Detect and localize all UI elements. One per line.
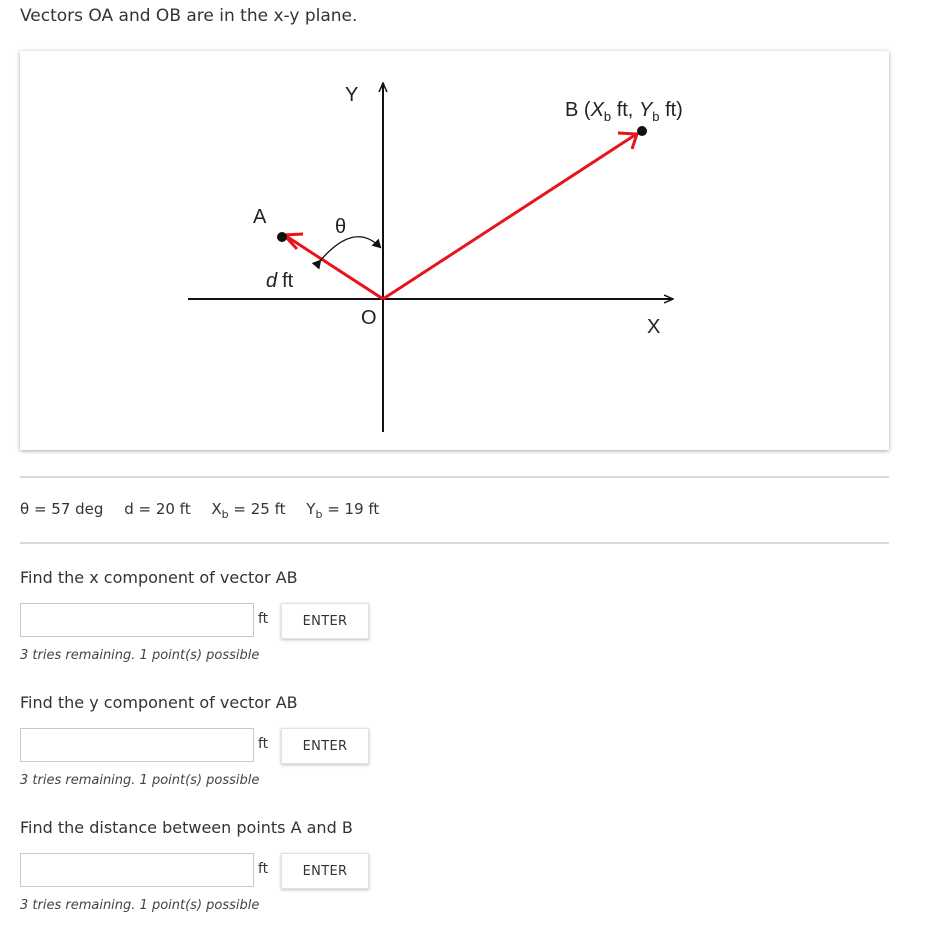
point-b-y-var: Y [638, 99, 653, 121]
point-b-label [565, 99, 683, 124]
vector-diagram [20, 51, 889, 450]
question-2-answer-input[interactable] [20, 728, 254, 762]
vector-ob [383, 135, 635, 299]
question-3-enter-button[interactable]: ENTER [281, 853, 369, 889]
question-3-unit: ft [258, 861, 269, 877]
given-theta: θ = 57 deg [20, 500, 104, 518]
vector-oa [286, 236, 383, 299]
point-a [277, 232, 287, 242]
divider-top [20, 476, 889, 478]
given-yb-val: = 19 ft [322, 500, 380, 518]
given-d: d = 20 ft [124, 500, 191, 518]
point-a-label: A [253, 206, 267, 228]
given-xb [211, 500, 286, 521]
question-2-unit: ft [258, 736, 269, 752]
theta-label: θ [335, 216, 347, 238]
x-axis-label: X [647, 316, 661, 338]
question-2-prompt: Find the y component of vector AB [20, 693, 298, 712]
question-1-unit: ft [258, 611, 269, 627]
y-axis-label: Y [345, 84, 359, 106]
question-2-tries: 3 tries remaining. 1 point(s) possible [20, 773, 260, 788]
question-2-enter-button[interactable]: ENTER [281, 728, 369, 764]
magnitude-d-var: d [266, 270, 278, 292]
theta-arc [320, 237, 380, 261]
given-yb [306, 500, 380, 521]
origin-label: O [361, 307, 377, 329]
given-xb-sub: b [221, 508, 229, 521]
magnitude-d-label [266, 270, 294, 292]
given-xb-var: X [211, 500, 222, 518]
vector-diagram-svg [20, 51, 889, 450]
magnitude-d-unit: ft [282, 270, 294, 292]
question-1-prompt: Find the x component of vector AB [20, 568, 298, 587]
question-1-tries: 3 tries remaining. 1 point(s) possible [20, 648, 260, 663]
point-b-ft-2: ft) [659, 99, 683, 121]
point-b [637, 126, 647, 136]
point-b-prefix: B ( [565, 99, 591, 121]
question-3-tries: 3 tries remaining. 1 point(s) possible [20, 898, 260, 913]
given-values [20, 500, 395, 521]
given-yb-sub: b [315, 508, 323, 521]
question-3-prompt: Find the distance between points A and B [20, 818, 353, 837]
given-xb-val: = 25 ft [228, 500, 286, 518]
point-b-y-sub: b [652, 109, 660, 124]
question-1-enter-button[interactable]: ENTER [281, 603, 369, 639]
divider-bottom [20, 542, 889, 544]
question-1-answer-input[interactable] [20, 603, 254, 637]
given-yb-var: Y [306, 500, 316, 518]
point-b-x-sub: b [603, 109, 612, 124]
question-3-answer-input[interactable] [20, 853, 254, 887]
point-b-x-var: X [590, 99, 604, 121]
problem-intro: Vectors OA and OB are in the x-y plane. [20, 6, 358, 26]
point-b-ft-1: ft, [611, 99, 639, 121]
